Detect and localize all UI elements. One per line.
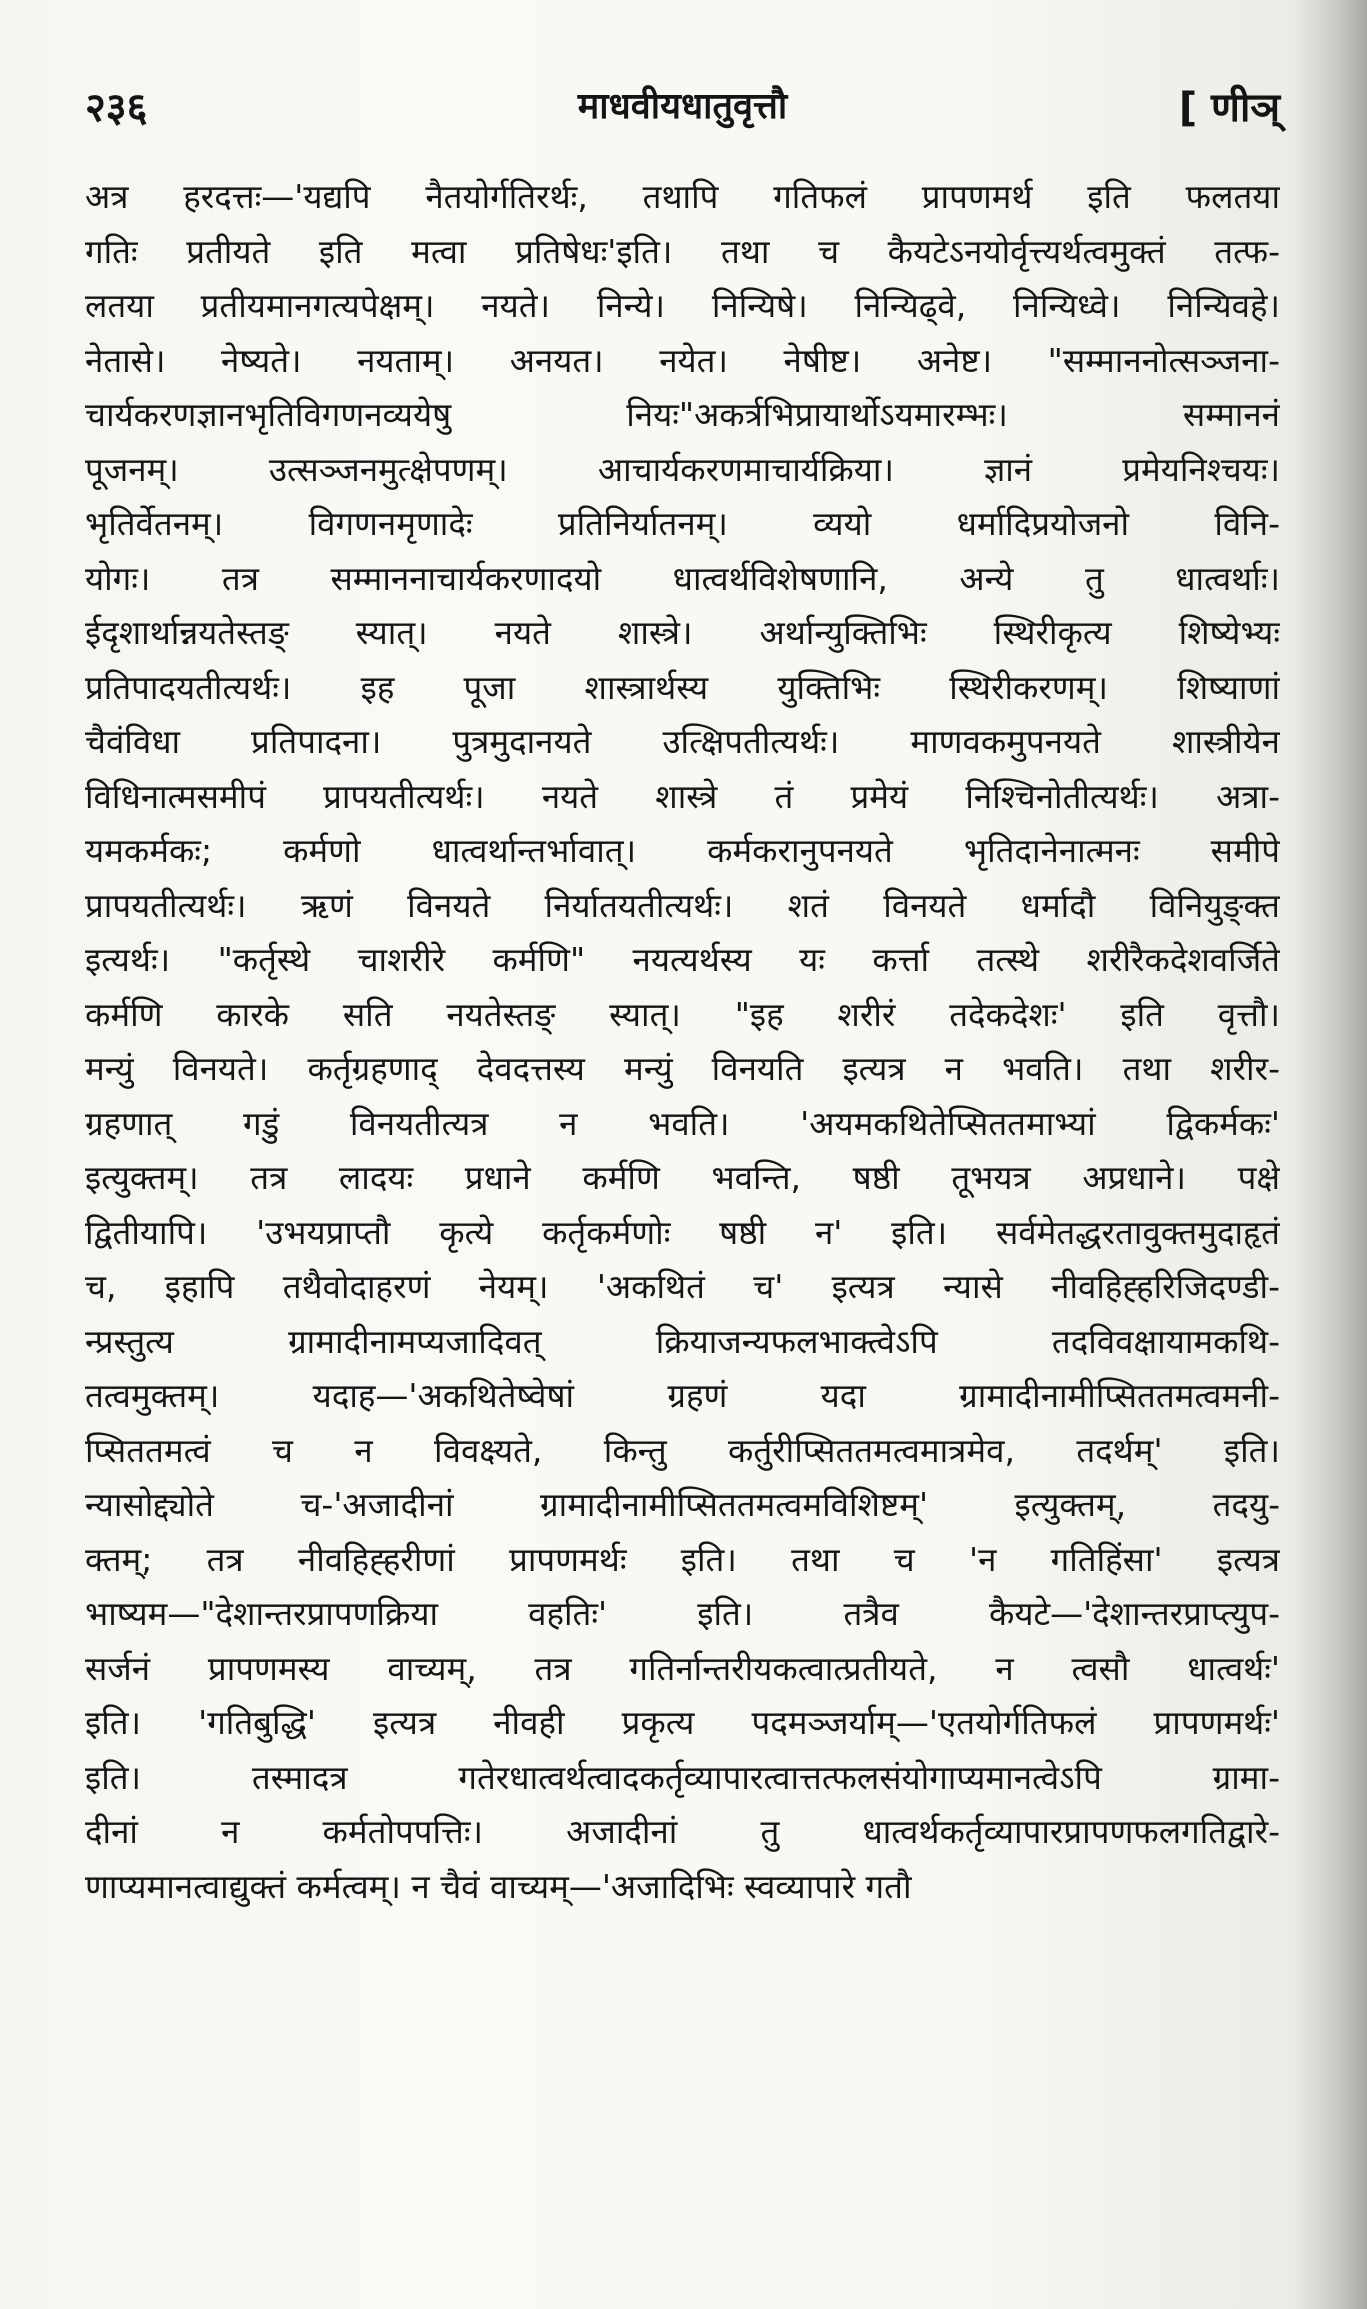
text-line: णाप्यमानत्वाद्युक्तं कर्मत्वम्। न चैवं वाच्यम्—'अजादिभिः स्वव्यापारे गतौ (85, 1866, 912, 1906)
text-line: चार्यकरणज्ञानभृतिविगणनव्ययेषु नियः"अकर्त्रभिप्रायार्थोऽयमारम्भः। सम्माननं (85, 395, 1280, 434)
text-line: द्वितीयापि। 'उभयप्राप्तौ कृत्ये कर्तृकर्मणोः षष्ठी न' इति। सर्वमेतद्धरतावुक्तमुदाहृतं (85, 1212, 1280, 1252)
text-line: नेतासे। नेष्यते। नयताम्। अनयत। नयेत। नेषीष्ट। अनेष्ट। "सम्माननोत्सञ्जना- (85, 340, 1280, 380)
text-line: भाष्यम—"देशान्तरप्रापणक्रिया वहतिः' इति। तत्रैव कैयटे—'देशान्तरप्राप्त्युप- (85, 1594, 1280, 1633)
text-line: ग्रहणात् गडुं विनयतीत्यत्र न भवति। 'अयमकथितेप्सिततमाभ्यां द्विकर्मकः' (85, 1103, 1280, 1143)
text-line: इति। 'गतिबुद्धि' इत्यत्र नीवही प्रकृत्य पदमञ्जर्याम्—'एतयोर्गतिफलं प्रापणमर्थः' (85, 1703, 1280, 1742)
text-line: क्तम्; तत्र नीवहिह्हरीणां प्रापणमर्थः इति। तथा च 'न गतिहिंसा' इत्यत्र (85, 1539, 1280, 1579)
page-header (85, 78, 1280, 138)
text-line: न्यासोद्द्योते च-'अजादीनां ग्रामादीनामीप्सिततमत्वमविशिष्टम्' इत्युक्तम्, तदयु- (85, 1485, 1280, 1524)
text-line: चैवंविधा प्रतिपादना। पुत्रमुदानयते उत्क्षिपतीत्यर्थः। माणवकमुपनयते शास्त्रीयेन (85, 722, 1280, 761)
text-line: च, इहापि तथैवोदाहरणं नेयम्। 'अकथितं च' इत्यत्र न्यासे नीवहिह्हरिजिदण्डी- (85, 1267, 1280, 1306)
page-edge-shadow (1297, 0, 1367, 2309)
text-line: योगः। तत्र सम्माननाचार्यकरणादयो धात्वर्थविशेषणानि, अन्ये तु धात्वर्थाः। (85, 558, 1280, 598)
text-line: न्प्रस्तुत्य ग्रामादीनामप्यजादिवत् क्रियाजन्यफलभाक्त्वेऽपि तदविवक्षायामकथि- (85, 1321, 1280, 1361)
text-line: प्रतिपादयतीत्यर्थः। इह पूजा शास्त्रार्थस्य युक्तिभिः स्थिरीकरणम्। शिष्याणां (85, 667, 1280, 707)
text-line: भृतिर्वेतनम्। विगणनमृणादेः प्रतिनिर्यातनम्। व्ययो धर्मादिप्रयोजनो विनि- (85, 504, 1280, 543)
text-line: यमकर्मकः; कर्मणो धात्वर्थान्तर्भावात्। कर्मकरानुपनयते भृतिदानेनात्मनः समीपे (85, 831, 1280, 870)
running-title: माधवीयधातुवृत्तौ (577, 86, 788, 127)
text-line: तत्वमुक्तम्। यदाह—'अकथितेष्वेषां ग्रहणं यदा ग्रामादीनामीप्सिततमत्वमनी- (85, 1376, 1280, 1415)
text-line: इति। तस्मादत्र गतेरधात्वर्थत्वादकर्तृव्यापारत्वात्तत्फलसंयोगाप्यमानत्वेऽपि ग्रामा- (85, 1757, 1280, 1797)
text-line: प्सिततमत्वं च न विवक्ष्यते, किन्तु कर्तुरीप्सिततमत्वमात्रमेव, तदर्थम्' इति। (85, 1430, 1280, 1470)
page-number: २३६ (85, 85, 148, 131)
text-line: कर्मणि कारके सति नयतेस्तङ् स्यात्। "इह शरीरं तदेकदेशः' इति वृत्तौ। (85, 994, 1280, 1034)
text-line: गतिः प्रतीयते इति मत्वा प्रतिषेधः'इति। तथा च कैयटेऽनयोर्वृत्त्यर्थत्वमुक्तं तत्फ- (85, 231, 1280, 271)
text-line: विधिनात्मसमीपं प्रापयतीत्यर्थः। नयते शास्त्रे तं प्रमेयं निश्चिनोतीत्यर्थः। अत्रा- (85, 776, 1280, 816)
text-line: मन्युं विनयते। कर्तृग्रहणाद् देवदत्तस्य मन्युं विनयति इत्यत्र न भवति। तथा शरीर- (85, 1049, 1280, 1088)
text-line: दीनां न कर्मतोपपत्तिः। अजादीनां तु धात्वर्थकर्तृव्यापारप्रापणफलगतिद्वारे- (85, 1812, 1280, 1851)
text-line: लतया प्रतीयमानगत्यपेक्षम्। नयते। निन्ये। निन्यिषे। निन्यिढ्वे, निन्यिध्वे। निन्यिवहे। (85, 286, 1280, 325)
text-line: प्रापयतीत्यर्थः। ऋणं विनयते निर्यातयतीत्यर्थः। शतं विनयते धर्मादौ विनियुङ्क्त (85, 885, 1280, 925)
text-line: इत्यर्थः। "कर्तृस्थे चाशरीरे कर्मणि" नयत्यर्थस्य यः कर्त्ता तत्स्थे शरीरैकदेशवर्जिते (85, 940, 1280, 979)
text-line: सर्जनं प्रापणमस्य वाच्यम्, तत्र गतिर्नान्तरीयकत्वात्प्रतीयते, न त्वसौ धात्वर्थः' (85, 1648, 1280, 1688)
body-text (85, 170, 1280, 2250)
text-line: ईदृशार्थान्नयतेस्तङ् स्यात्। नयते शास्त्रे। अर्थान्युक्तिभिः स्थिरीकृत्य शिष्येभ्यः (85, 613, 1280, 652)
text-line: पूजनम्। उत्सञ्जनमुत्क्षेपणम्। आचार्यकरणमाचार्यक्रिया। ज्ञानं प्रमेयनिश्चयः। (85, 449, 1280, 489)
section-marker: [ णीञ् (1178, 85, 1280, 131)
text-line: इत्युक्तम्। तत्र लादयः प्रधाने कर्मणि भवन्ति, षष्ठी तूभयत्र अप्रधाने। पक्षे (85, 1158, 1280, 1197)
text-line: अत्र हरदत्तः—'यद्यपि नैतयोर्गतिरर्थः, तथापि गतिफलं प्रापणमर्थ इति फलतया (85, 177, 1280, 216)
